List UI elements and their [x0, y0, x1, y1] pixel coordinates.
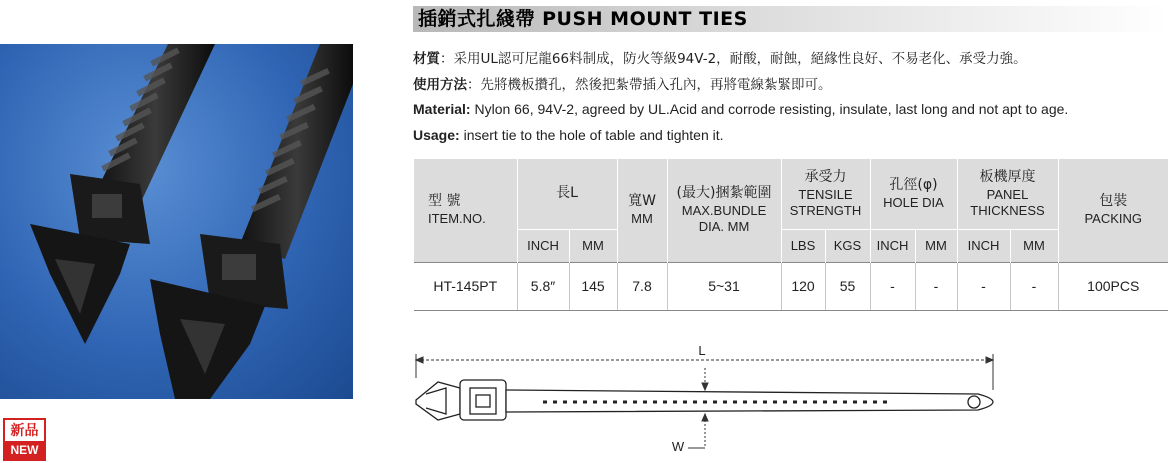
sub-tensile-kgs: KGS	[825, 230, 870, 262]
header-bundle-en: MAX.BUNDLE	[681, 202, 767, 218]
header-panel-zh: 板機厚度	[979, 169, 1036, 186]
usage-en-label: Usage:	[413, 127, 460, 143]
header-width	[617, 159, 667, 262]
header-width-unit: MM	[631, 210, 653, 226]
header-packing	[1058, 159, 1168, 262]
table-row	[414, 262, 1168, 311]
cable-tie-photo-illustration	[0, 44, 353, 399]
cell-lbs: 120	[781, 262, 825, 311]
header-bundle	[667, 159, 781, 262]
material-zh-text: ：采用UL認可尼龍66料制成，防火等級94V-2，耐酸，耐蝕，絕緣性良好、不易老化、承受力強。	[440, 51, 1027, 67]
usage-en-line	[413, 127, 724, 143]
usage-en-text: insert tie to the hole of table and tighten it.	[459, 127, 724, 143]
product-photo	[0, 44, 353, 399]
material-en-label: Material:	[413, 101, 471, 117]
cell-panel-mm: -	[1010, 262, 1058, 311]
cell-packing: 100PCS	[1058, 262, 1168, 311]
sub-length-mm: MM	[569, 230, 617, 262]
header-bundle-en2: DIA. MM	[698, 219, 750, 234]
page-title: 插銷式扎綫帶 PUSH MOUNT TIES	[418, 8, 748, 30]
sub-length-inch: INCH	[517, 230, 569, 262]
cell-bundle: 5~31	[667, 262, 781, 311]
dimension-drawing	[408, 338, 1008, 458]
header-panel-en: PANEL	[986, 186, 1029, 202]
header-tensile-en2: STRENGTH	[789, 202, 862, 218]
cell-panel-inch: -	[957, 262, 1010, 311]
header-width-zh: 寬W	[628, 193, 656, 210]
cell-length-mm: 145	[569, 262, 617, 311]
cell-hole-mm: -	[915, 262, 957, 311]
header-tensile-zh: 承受力	[804, 169, 847, 186]
material-en-text: Nylon 66, 94V-2, agreed by UL.Acid and corrode resisting, insulate, last long and not apt to age.	[470, 101, 1069, 117]
header-panel	[957, 159, 1058, 230]
header-item-zh: 型 號	[428, 193, 461, 210]
sub-tensile-lbs: LBS	[781, 230, 825, 262]
header-item	[414, 159, 517, 262]
header-packing-en: PACKING	[1084, 210, 1143, 226]
length-label: L	[698, 343, 706, 358]
sub-panel-mm: MM	[1010, 230, 1058, 262]
sub-hole-mm: MM	[915, 230, 957, 262]
header-item-en: ITEM.NO.	[428, 210, 486, 226]
cell-length-inch: 5.8″	[517, 262, 569, 311]
material-zh-line	[413, 47, 1027, 67]
header-hole-zh: 孔徑(φ)	[889, 177, 938, 194]
header-tensile	[781, 159, 870, 230]
sub-hole-inch: INCH	[870, 230, 915, 262]
material-en-line	[413, 101, 1068, 117]
table-subheader-row	[414, 230, 1168, 262]
usage-zh-line	[413, 73, 832, 93]
cell-width-mm: 7.8	[617, 262, 667, 311]
header-hole-en: HOLE DIA	[883, 194, 944, 210]
sub-panel-inch: INCH	[957, 230, 1010, 262]
header-panel-en2: THICKNESS	[970, 202, 1045, 218]
cell-item: HT-145PT	[414, 262, 517, 311]
header-tensile-en: TENSILE	[798, 186, 853, 202]
table-header-row	[414, 159, 1168, 230]
new-badge-zh: 新品	[10, 423, 39, 439]
cell-hole-inch: -	[870, 262, 915, 311]
header-hole	[870, 159, 957, 230]
header-bundle-zh: (最大)捆紮範圍	[676, 185, 772, 202]
usage-zh-label: 使用方法	[413, 77, 467, 93]
new-badge-en: NEW	[5, 441, 44, 459]
usage-zh-text: ：先將機板攢孔，然後把紮帶插入孔內，再將電線紮緊即可。	[467, 77, 832, 93]
header-packing-zh: 包裝	[1099, 193, 1128, 210]
material-zh-label: 材質	[413, 51, 440, 67]
spec-table	[414, 159, 1168, 311]
width-label: W	[671, 439, 685, 454]
new-badge	[3, 418, 46, 461]
header-length: 長L	[517, 159, 617, 230]
cell-kgs: 55	[825, 262, 870, 311]
